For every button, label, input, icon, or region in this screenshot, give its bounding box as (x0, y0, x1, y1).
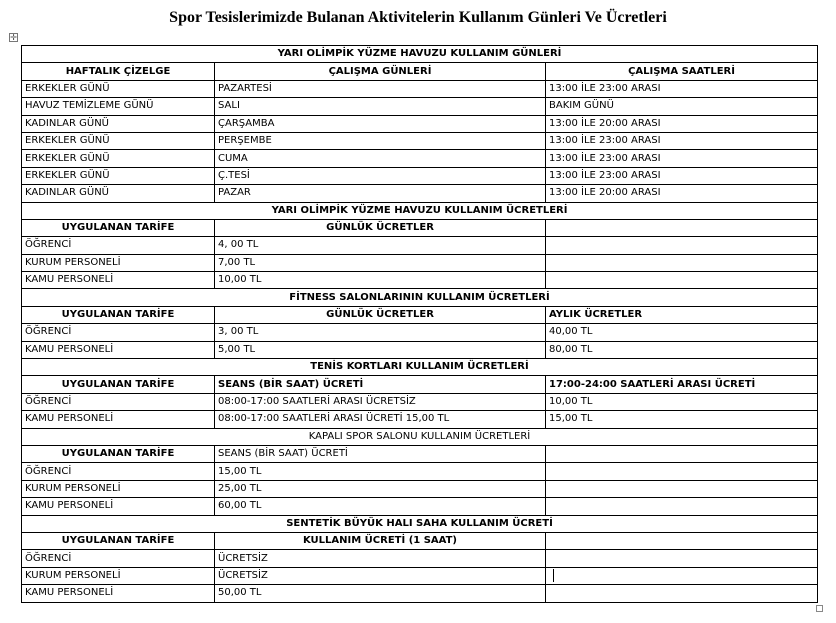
table-row (22, 341, 818, 358)
table-cell: 80,00 TL (546, 341, 818, 358)
text-caret-icon (553, 569, 554, 582)
header-row (22, 63, 818, 80)
header-cell: GÜNLÜK ÜCRETLER (215, 306, 546, 323)
table-cell: 13:00 İLE 23:00 ARASI (546, 150, 818, 167)
table-row (22, 254, 818, 271)
header-cell (546, 445, 818, 462)
table-cell: KAMU PERSONELİ (22, 341, 215, 358)
table-cell: 10,00 TL (546, 393, 818, 410)
table-row (22, 115, 818, 132)
header-row (22, 532, 818, 549)
table-row (22, 480, 818, 497)
table-cell: ÖĞRENCİ (22, 237, 215, 254)
table-cell: ÇARŞAMBA (215, 115, 546, 132)
header-cell: UYGULANAN TARİFE (22, 445, 215, 462)
table-cell (546, 254, 818, 271)
table-cell: BAKIM GÜNÜ (546, 98, 818, 115)
table-cell: 40,00 TL (546, 324, 818, 341)
header-row (22, 445, 818, 462)
section-title-row (22, 359, 818, 376)
table-cell: KAMU PERSONELİ (22, 498, 215, 515)
table-row (22, 567, 818, 584)
table-cell: ÖĞRENCİ (22, 463, 215, 480)
fees-table (21, 45, 818, 603)
table-cell (546, 550, 818, 567)
table-cell: KAMU PERSONELİ (22, 585, 215, 602)
table-cell: 60,00 TL (215, 498, 546, 515)
table-cell: KADINLAR GÜNÜ (22, 115, 215, 132)
header-cell: HAFTALIK ÇİZELGE (22, 63, 215, 80)
table-cell: ERKEKLER GÜNÜ (22, 80, 215, 97)
header-cell: ÇALIŞMA GÜNLERİ (215, 63, 546, 80)
table-cell: KAMU PERSONELİ (22, 411, 215, 428)
table-cell: PAZARTESİ (215, 80, 546, 97)
header-cell: SEANS (BİR SAAT) ÜCRETİ (215, 376, 546, 393)
table-row (22, 324, 818, 341)
table-cell (546, 585, 818, 602)
table-cell: 15,00 TL (546, 411, 818, 428)
table-row (22, 132, 818, 149)
table-cell-editing[interactable] (546, 567, 818, 584)
table-row (22, 463, 818, 480)
table-cell: 13:00 İLE 23:00 ARASI (546, 167, 818, 184)
header-cell: UYGULANAN TARİFE (22, 532, 215, 549)
table-cell: 7,00 TL (215, 254, 546, 271)
table-cell: HAVUZ TEMİZLEME GÜNÜ (22, 98, 215, 115)
table-cell: ERKEKLER GÜNÜ (22, 167, 215, 184)
table-cell: 50,00 TL (215, 585, 546, 602)
header-cell (546, 219, 818, 236)
section-title-row (22, 289, 818, 306)
section-title-row (22, 46, 818, 63)
table-cell: ÜCRETSİZ (215, 550, 546, 567)
table-cell: 13:00 İLE 20:00 ARASI (546, 115, 818, 132)
table-cell (546, 480, 818, 497)
table-cell: SALI (215, 98, 546, 115)
header-cell (546, 532, 818, 549)
table-cell (546, 463, 818, 480)
header-row (22, 376, 818, 393)
table-row (22, 393, 818, 410)
section-title: SENTETİK BÜYÜK HALI SAHA KULLANIM ÜCRETİ (22, 515, 818, 532)
table-cell: KADINLAR GÜNÜ (22, 185, 215, 202)
header-cell: GÜNLÜK ÜCRETLER (215, 219, 546, 236)
table-cell: 15,00 TL (215, 463, 546, 480)
header-row (22, 219, 818, 236)
table-cell: 25,00 TL (215, 480, 546, 497)
table-cell: ÜCRETSİZ (215, 567, 546, 584)
table-row (22, 98, 818, 115)
section-title: TENİS KORTLARI KULLANIM ÜCRETLERİ (22, 359, 818, 376)
table-cell (546, 272, 818, 289)
table-cell: PAZAR (215, 185, 546, 202)
table-cell: Ç.TESİ (215, 167, 546, 184)
header-cell: UYGULANAN TARİFE (22, 376, 215, 393)
header-cell: ÇALIŞMA SAATLERİ (546, 63, 818, 80)
section-title: YARI OLİMPİK YÜZME HAVUZU KULLANIM ÜCRETLERİ (22, 202, 818, 219)
table-cell: CUMA (215, 150, 546, 167)
header-row (22, 306, 818, 323)
table-cell: ERKEKLER GÜNÜ (22, 150, 215, 167)
table-cell: 13:00 İLE 23:00 ARASI (546, 132, 818, 149)
header-cell: KULLANIM ÜCRETİ (1 SAAT) (215, 532, 546, 549)
table-row (22, 411, 818, 428)
table-cell: KAMU PERSONELİ (22, 272, 215, 289)
header-cell: 17:00-24:00 SAATLERİ ARASI ÜCRETİ (546, 376, 818, 393)
section-title: KAPALI SPOR SALONU KULLANIM ÜCRETLERİ (22, 428, 818, 445)
table-cell: ÖĞRENCİ (22, 393, 215, 410)
table-cell: 5,00 TL (215, 341, 546, 358)
table-cell: ERKEKLER GÜNÜ (22, 132, 215, 149)
table-cell: 08:00-17:00 SAATLERİ ARASI ÜCRETSİZ (215, 393, 546, 410)
table-cell (546, 237, 818, 254)
table-cell: 13:00 İLE 23:00 ARASI (546, 80, 818, 97)
section-title: FİTNESS SALONLARININ KULLANIM ÜCRETLERİ (22, 289, 818, 306)
table-row (22, 550, 818, 567)
table-row (22, 237, 818, 254)
table-row (22, 185, 818, 202)
table-cell: ÖĞRENCİ (22, 550, 215, 567)
header-cell: SEANS (BİR SAAT) ÜCRETİ (215, 445, 546, 462)
table-cell: KURUM PERSONELİ (22, 480, 215, 497)
document-title: Spor Tesislerimizde Bulanan Aktivitelerin Kullanım Günleri Ve Ücretleri (169, 9, 667, 26)
header-cell: AYLIK ÜCRETLER (546, 306, 818, 323)
section-title: YARI OLİMPİK YÜZME HAVUZU KULLANIM GÜNLERİ (22, 46, 818, 63)
section-title-row (22, 515, 818, 532)
table-row (22, 167, 818, 184)
table-cell: 13:00 İLE 20:00 ARASI (546, 185, 818, 202)
resize-handle-icon[interactable] (816, 605, 823, 612)
table-row (22, 150, 818, 167)
header-cell: UYGULANAN TARİFE (22, 306, 215, 323)
header-cell: UYGULANAN TARİFE (22, 219, 215, 236)
move-handle-icon[interactable]: ✛ (10, 33, 17, 42)
table-row (22, 272, 818, 289)
table-cell: KURUM PERSONELİ (22, 567, 215, 584)
table-cell (546, 498, 818, 515)
table-row (22, 80, 818, 97)
table-cell: 3, 00 TL (215, 324, 546, 341)
table-cell: KURUM PERSONELİ (22, 254, 215, 271)
section-title-row (22, 202, 818, 219)
table-row (22, 498, 818, 515)
table-cell: 4, 00 TL (215, 237, 546, 254)
table-cell: ÖĞRENCİ (22, 324, 215, 341)
table-cell: PERŞEMBE (215, 132, 546, 149)
table-cell: 08:00-17:00 SAATLERİ ARASI ÜCRETİ 15,00 TL (215, 411, 546, 428)
table-cell: 10,00 TL (215, 272, 546, 289)
table-row (22, 585, 818, 602)
section-title-row (22, 428, 818, 445)
